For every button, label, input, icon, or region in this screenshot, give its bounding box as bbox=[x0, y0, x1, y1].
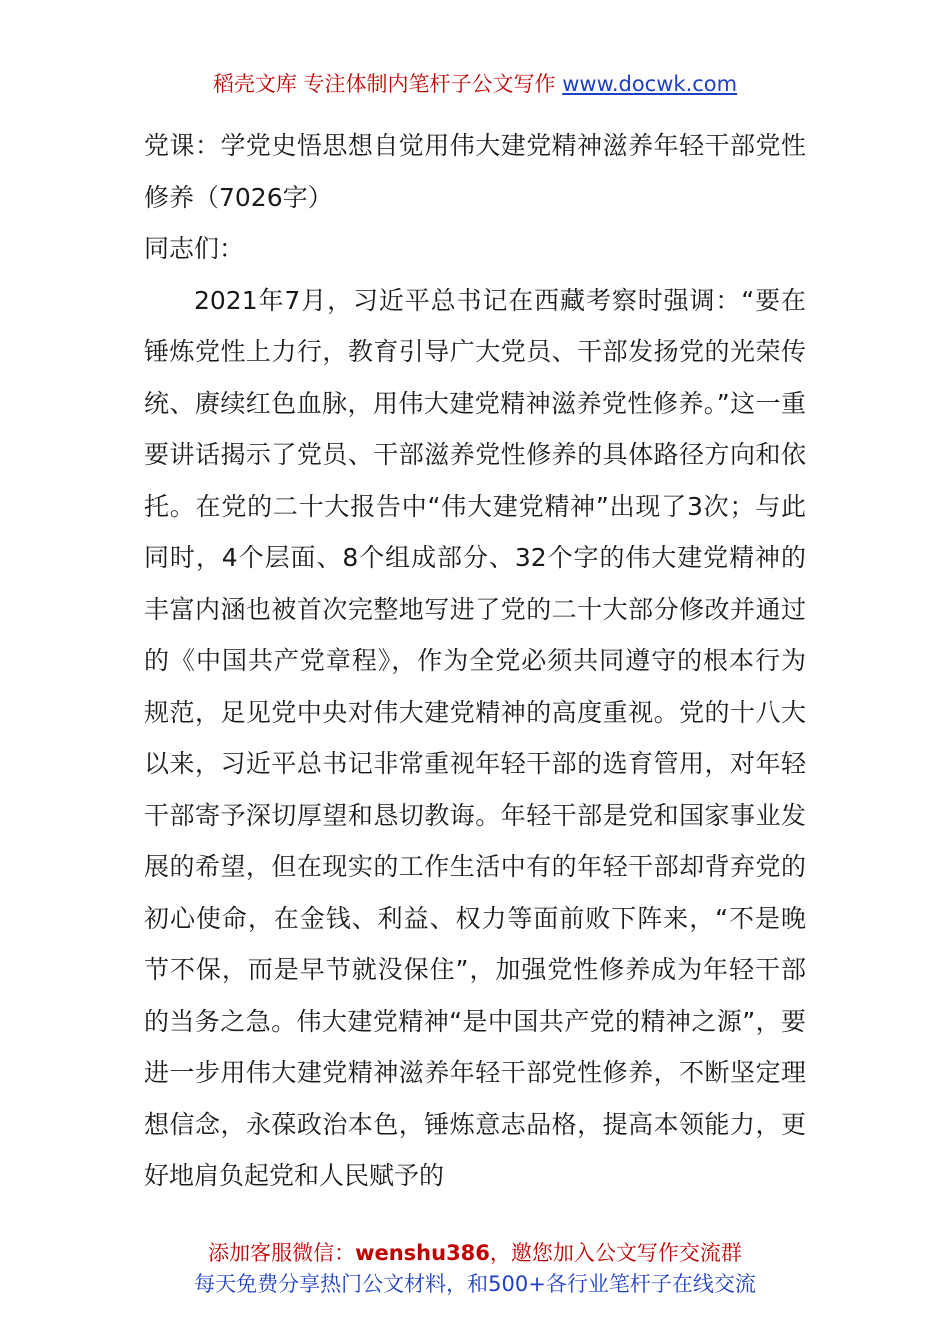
footer-share-line: 每天免费分享热门公文材料，和500+各行业笔杆子在线交流 bbox=[194, 1272, 756, 1296]
salutation: 同志们： bbox=[144, 234, 245, 263]
footer-contact-line bbox=[0, 1238, 950, 1269]
document-title: 党课：学党史悟思想自觉用伟大建党精神滋养年轻干部党性修养（7026字） bbox=[144, 131, 806, 212]
wechat-id: wenshu386 bbox=[355, 1241, 490, 1265]
document-body bbox=[144, 120, 806, 1202]
website-link[interactable]: www.docwk.com bbox=[562, 72, 738, 96]
header-text: 稻壳文库 专注体制内笔杆子公文写作 bbox=[212, 72, 563, 96]
body-paragraph: 2021年7月，习近平总书记在西藏考察时强调：“要在锤炼党性上力行，教育引导广大党员、干部发扬党的光荣传统、赓续红色血脉，用伟大建党精神滋养党性修养。”这一重要讲话揭示了党员、干部滋养党性修养的具体路径方向和依托。在党的二十大报告中“伟大建党精神”出现了3次；与此同时，4个层面、8个组成部分、32个字的伟大建党精神的丰富内涵也被首次完整地写进了党的二十大部分修改并通过的《中国共产党章程》，作为全党必须共同遵守的根本行为规范，足见党中央对伟大建党精神的高度重视。党的十八大以来，习近平总书记非常重视年轻干部的选育管用，对年轻干部寄予深切厚望和恳切教诲。年轻干部是党和国家事业发展的希望，但在现实的工作生活中有的年轻干部却背弃党的初心使命，在金钱、利益、权力等面前败下阵来，“不是晚节不保，而是早节就没保住”，加强党性修养成为年轻干部的当务之急。伟大建党精神“是中国共产党的精神之源”，要进一步用伟大建党精神滋养年轻干部党性修养，不断坚定理想信念，永葆政治本色，锤炼意志品格，提高本领能力，更好地肩负起党和人民赋予的 bbox=[144, 285, 806, 1190]
footer-contact-prefix: 添加客服微信： bbox=[208, 1241, 356, 1265]
promo-footer bbox=[0, 1238, 950, 1300]
footer-contact-suffix: ，邀您加入公文写作交流群 bbox=[489, 1241, 742, 1265]
watermark-header bbox=[0, 68, 950, 100]
